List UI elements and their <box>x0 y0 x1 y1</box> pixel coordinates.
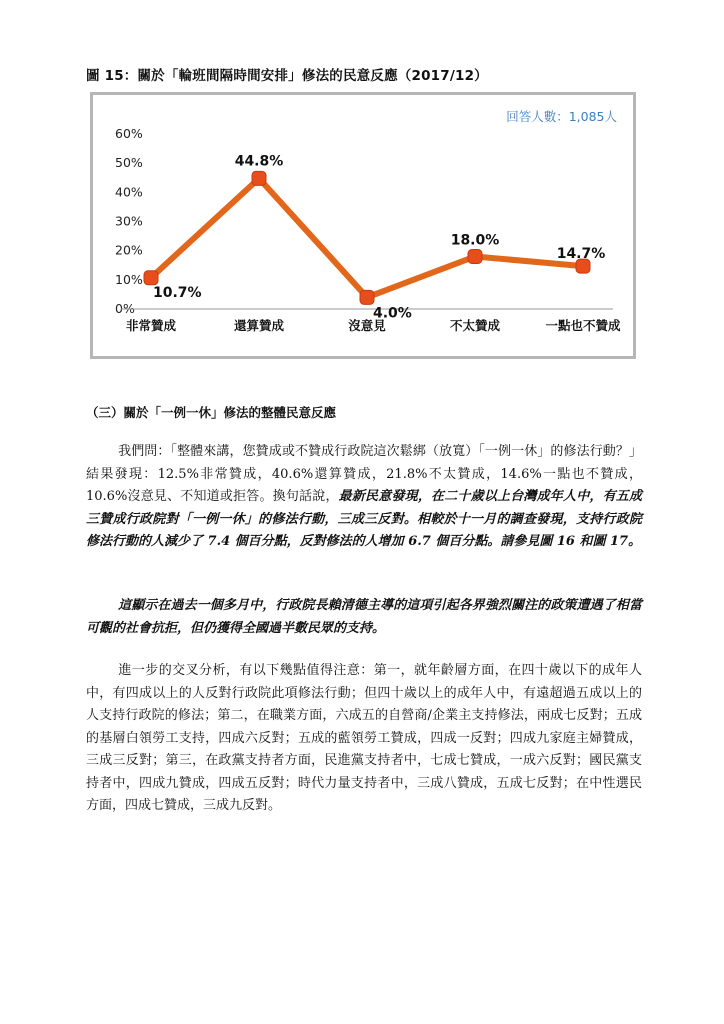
chart-canvas <box>93 95 633 356</box>
x-category-label: 沒意見 <box>348 318 386 333</box>
y-tick-label: 30% <box>115 213 143 229</box>
paragraph-cross-analysis <box>86 660 642 818</box>
data-label: 14.7% <box>556 246 606 263</box>
data-point-marker <box>144 271 158 285</box>
section-heading: （三）關於「一例一休」修法的整體民意反應 <box>86 405 337 420</box>
data-point-marker <box>468 250 482 264</box>
paragraph-results-emphasis: 最新民意發現，在二十歲以上台灣成年人中，有五成三贊成行政院對「一例一休」的修法行動，三成三反對。相較於十一月的調查發現，支持行政院修法行動的人減少了 7.4 個百分點，反對修法的人增加 6.7 個百分點。請參見圖 16 和圖 17。 <box>86 489 642 549</box>
data-point-marker <box>252 171 266 185</box>
y-tick-label: 60% <box>115 126 143 141</box>
y-tick-label: 50% <box>115 155 143 171</box>
paragraph-interpretation <box>86 595 642 640</box>
figure-title: 圖 15：關於「輪班間隔時間安排」修法的民意反應（2017/12） <box>86 68 488 84</box>
paragraph-interpretation-text: 這顯示在過去一個多月中，行政院長賴清德主導的這項引起各界強烈關注的政策遭遇了相當可觀的社會抗拒，但仍獲得全國過半數民眾的支持。 <box>86 598 642 636</box>
x-category-label: 非常贊成 <box>125 318 177 333</box>
y-tick-label: 20% <box>115 242 143 258</box>
data-point-marker <box>360 290 374 304</box>
data-label: 4.0% <box>373 305 412 322</box>
y-tick-label: 10% <box>115 271 143 287</box>
y-tick-label: 0% <box>115 301 135 316</box>
paragraph-results-plain: 我們問：「整體來講，您贊成或不贊成行政院這次鬆綁（放寬）「一例一休」的修法行動？」結果發現：12.5%非常贊成，40.6%還算贊成，21.8%不太贊成，14.6%一點也不贊成，10.6%沒意見、不知道或拒答。換句話說， <box>86 444 642 504</box>
respondents-count: 回答人數：1,085人 <box>506 109 617 124</box>
series-line <box>151 178 583 297</box>
data-label: 18.0% <box>450 232 500 249</box>
x-category-label: 還算贊成 <box>233 318 285 333</box>
y-tick-label: 40% <box>115 184 143 200</box>
x-category-label: 不太贊成 <box>449 318 501 333</box>
data-label: 10.7% <box>153 284 202 301</box>
x-category-label: 一點也不贊成 <box>545 318 621 333</box>
data-label: 44.8% <box>234 153 284 170</box>
paragraph-results <box>86 441 642 554</box>
paragraph-cross-analysis-text: 進一步的交叉分析，有以下幾點值得注意：第一，就年齡層方面，在四十歲以下的成年人中，有四成以上的人反對行政院此項修法行動；但四十歲以上的成年人中，有遠超過五成以上的人支持行政院的修法；第二，在職業方面，六成五的自營商/企業主支持修法，兩成七反對；五成的基層白領勞工支持，四成六反對；五成的藍領勞工贊成，四成一反對；四成九家庭主婦贊成，三成三反對；第三，在政黨支持者方面，民進黨支持者中，七成七贊成，一成六反對；國民黨支持者中，四成九贊成，四成五反對；時代力量支持者中，三成八贊成，五成七反對；在中性選民方面，四成七贊成，三成九反對。 <box>86 663 642 813</box>
line-chart <box>90 92 636 359</box>
